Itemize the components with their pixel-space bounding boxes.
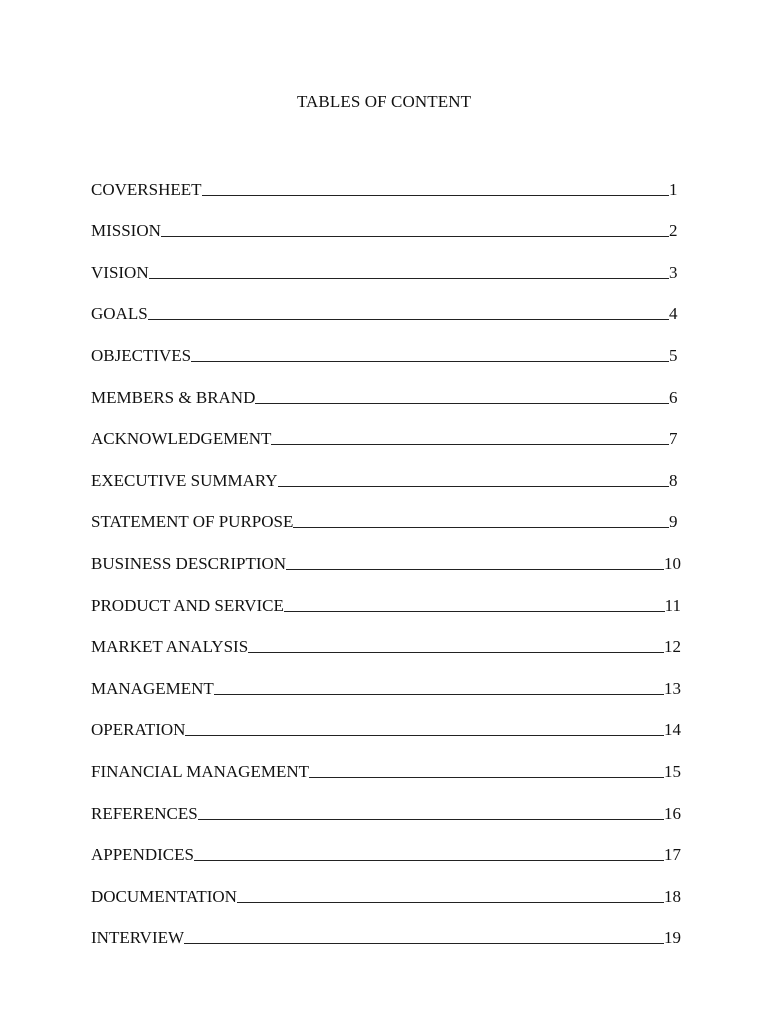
toc-entry-page-number: 2 [669,221,678,241]
toc-leader-line [286,568,664,570]
toc-entry [91,366,681,408]
toc-entry [91,283,681,325]
toc-leader-line [248,651,664,653]
toc-entry-page-number: 15 [664,761,681,781]
toc-leader-line [198,818,664,820]
toc-leader-line [148,318,669,320]
toc-entry-page-number: 1 [669,179,678,199]
toc-entry-label: PRODUCT AND SERVICE [91,595,284,615]
toc-entry-page-number: 18 [664,886,681,906]
toc-entry [91,532,681,574]
toc-leader-line [194,859,664,861]
toc-entry-label: STATEMENT OF PURPOSE [91,512,294,532]
toc-leader-line [278,485,669,487]
table-of-contents [91,158,681,948]
toc-entry-label: DOCUMENTATION [91,886,237,906]
toc-entry-page-number: 12 [664,637,681,657]
toc-entry-page-number: 5 [669,345,678,365]
toc-leader-line [149,277,669,279]
toc-entry [91,907,681,949]
toc-leader-line [237,901,664,903]
toc-entry-label: COVERSHEET [91,179,202,199]
toc-entry [91,616,681,658]
toc-entry-page-number: 16 [664,803,681,823]
toc-entry-label: FINANCIAL MANAGEMENT [91,761,309,781]
toc-entry-label: GOALS [91,304,148,324]
toc-entry-page-number: 8 [669,470,678,490]
toc-entry-page-number: 19 [664,928,681,948]
toc-entry [91,491,681,533]
toc-leader-line [284,610,665,612]
toc-entry [91,241,681,283]
toc-entry-page-number: 7 [669,429,678,449]
toc-entry-page-number: 4 [669,304,678,324]
toc-entry-label: MISSION [91,221,161,241]
toc-leader-line [271,443,669,445]
toc-leader-line [255,402,669,404]
toc-leader-line [202,194,670,196]
toc-entry [91,449,681,491]
toc-entry [91,740,681,782]
page-title: TABLES OF CONTENT [296,92,472,111]
toc-entry-page-number: 10 [664,553,681,573]
toc-entry-label: ACKNOWLEDGEMENT [91,429,272,449]
toc-entry-page-number: 3 [669,262,678,282]
toc-entry-label: INTERVIEW [91,928,185,948]
toc-entry-label: BUSINESS DESCRIPTION [91,553,287,573]
toc-entry-page-number: 11 [664,595,681,615]
toc-entry [91,824,681,866]
toc-entry-label: MANAGEMENT [91,678,214,698]
toc-leader-line [293,526,669,528]
toc-entry-label: MARKET ANALYSIS [91,637,249,657]
toc-entry [91,865,681,907]
toc-leader-line [161,235,669,237]
toc-entry-page-number: 17 [664,845,681,865]
toc-entry [91,782,681,824]
toc-entry-page-number: 6 [669,387,678,407]
toc-entry-label: OPERATION [91,720,186,740]
toc-entry-label: EXECUTIVE SUMMARY [91,470,278,490]
toc-entry-page-number: 13 [664,678,681,698]
toc-entry [91,699,681,741]
toc-entry [91,158,681,200]
toc-leader-line [185,734,664,736]
toc-leader-line [191,360,669,362]
toc-entry-label: VISION [91,262,149,282]
toc-leader-line [184,942,664,944]
toc-entry-label: REFERENCES [91,803,198,823]
toc-entry [91,657,681,699]
toc-entry-label: APPENDICES [91,845,194,865]
toc-entry [91,408,681,450]
toc-entry [91,574,681,616]
toc-entry-page-number: 14 [664,720,681,740]
toc-entry [91,200,681,242]
toc-entry-label: OBJECTIVES [91,345,192,365]
toc-leader-line [214,693,664,695]
toc-entry [91,324,681,366]
toc-entry-label: MEMBERS & BRAND [91,387,256,407]
toc-entry-page-number: 9 [669,512,678,532]
toc-leader-line [309,776,664,778]
